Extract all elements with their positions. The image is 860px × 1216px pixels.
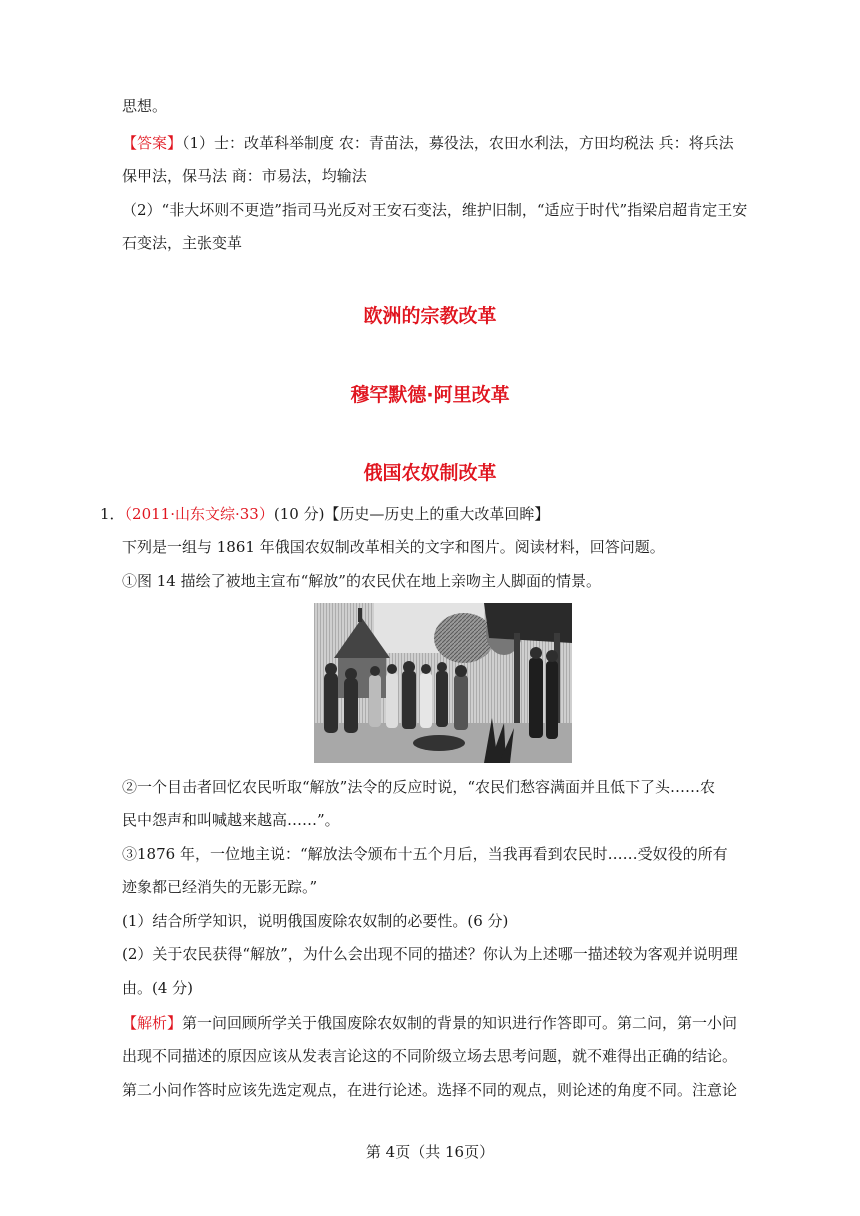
question-number: 1． bbox=[100, 505, 125, 523]
text-line: 思想。 bbox=[122, 97, 168, 115]
answer-line bbox=[122, 133, 734, 153]
analysis-line: 出现不同描述的原因应该从发表言论这的不同阶级立场去思考问题，就不难得出正确的结论。 bbox=[122, 1047, 738, 1065]
answer-line: 保甲法，保马法 商：市易法，均输法 bbox=[122, 167, 367, 185]
subquestion-2-cont: 由。(4 分) bbox=[122, 979, 194, 997]
analysis-line: 第二小问作答时应该先选定观点，在进行论述。选择不同的观点，则论述的角度不同。注意论 bbox=[122, 1081, 738, 1099]
material-3-cont: 迹象都已经消失的无影无踪。” bbox=[122, 878, 318, 896]
subquestion-1: (1）结合所学知识，说明俄国废除农奴制的必要性。(6 分) bbox=[122, 912, 509, 930]
answer-line: 石变法，主张变革 bbox=[122, 234, 243, 252]
material-3: ③1876 年，一位地主说：“解放法令颁布十五个月后，当我再看到农民时……受奴役的所有 bbox=[122, 845, 728, 863]
page-footer: 第 4页（共 16页） bbox=[365, 1143, 495, 1161]
answer-text: （1）士：改革科举制度 农：青苗法，募役法，农田水利法，方田均税法 兵：将兵法 bbox=[182, 134, 734, 152]
material-2-cont: 民中怨声和叫喊越来越高……”。 bbox=[122, 811, 340, 829]
section-heading: 俄国农奴制改革 bbox=[363, 462, 497, 484]
analysis-line bbox=[122, 1013, 737, 1033]
section-heading: 欧洲的宗教改革 bbox=[363, 305, 497, 327]
answer-line: （2）“非大坏则不更造”指司马光反对王安石变法，维护旧制，“适应于时代”指梁启超肯定王安 bbox=[122, 201, 748, 219]
analysis-tag: 【解析】 bbox=[122, 1014, 183, 1032]
subquestion-2: (2）关于农民获得“解放”，为什么会出现不同的描述？你认为上述哪一描述较为客观并说明理 bbox=[122, 945, 738, 963]
material-1: ①图 14 描绘了被地主宣布“解放”的农民伏在地上亲吻主人脚面的情景。 bbox=[122, 572, 601, 590]
question-intro: 下列是一组与 1861 年俄国农奴制改革相关的文字和图片。阅读材料，回答问题。 bbox=[122, 538, 665, 556]
material-2: ②一个目击者回忆农民听取“解放”法令的反应时说，“农民们愁容满面并且低下了头……农 bbox=[122, 778, 716, 796]
question-score-topic: (10 分)【历史—历史上的重大改革回眸】 bbox=[273, 505, 550, 523]
question-header bbox=[100, 504, 549, 524]
serf-emancipation-engraving bbox=[314, 603, 572, 763]
analysis-text: 第一问回顾所学关于俄国废除农奴制的背景的知识进行作答即可。第二问，第一小问 bbox=[182, 1014, 738, 1032]
section-heading: 穆罕默德·阿里改革 bbox=[350, 384, 510, 406]
answer-tag: 【答案】 bbox=[122, 134, 183, 152]
question-source: （2011·山东文综·33） bbox=[124, 505, 274, 523]
